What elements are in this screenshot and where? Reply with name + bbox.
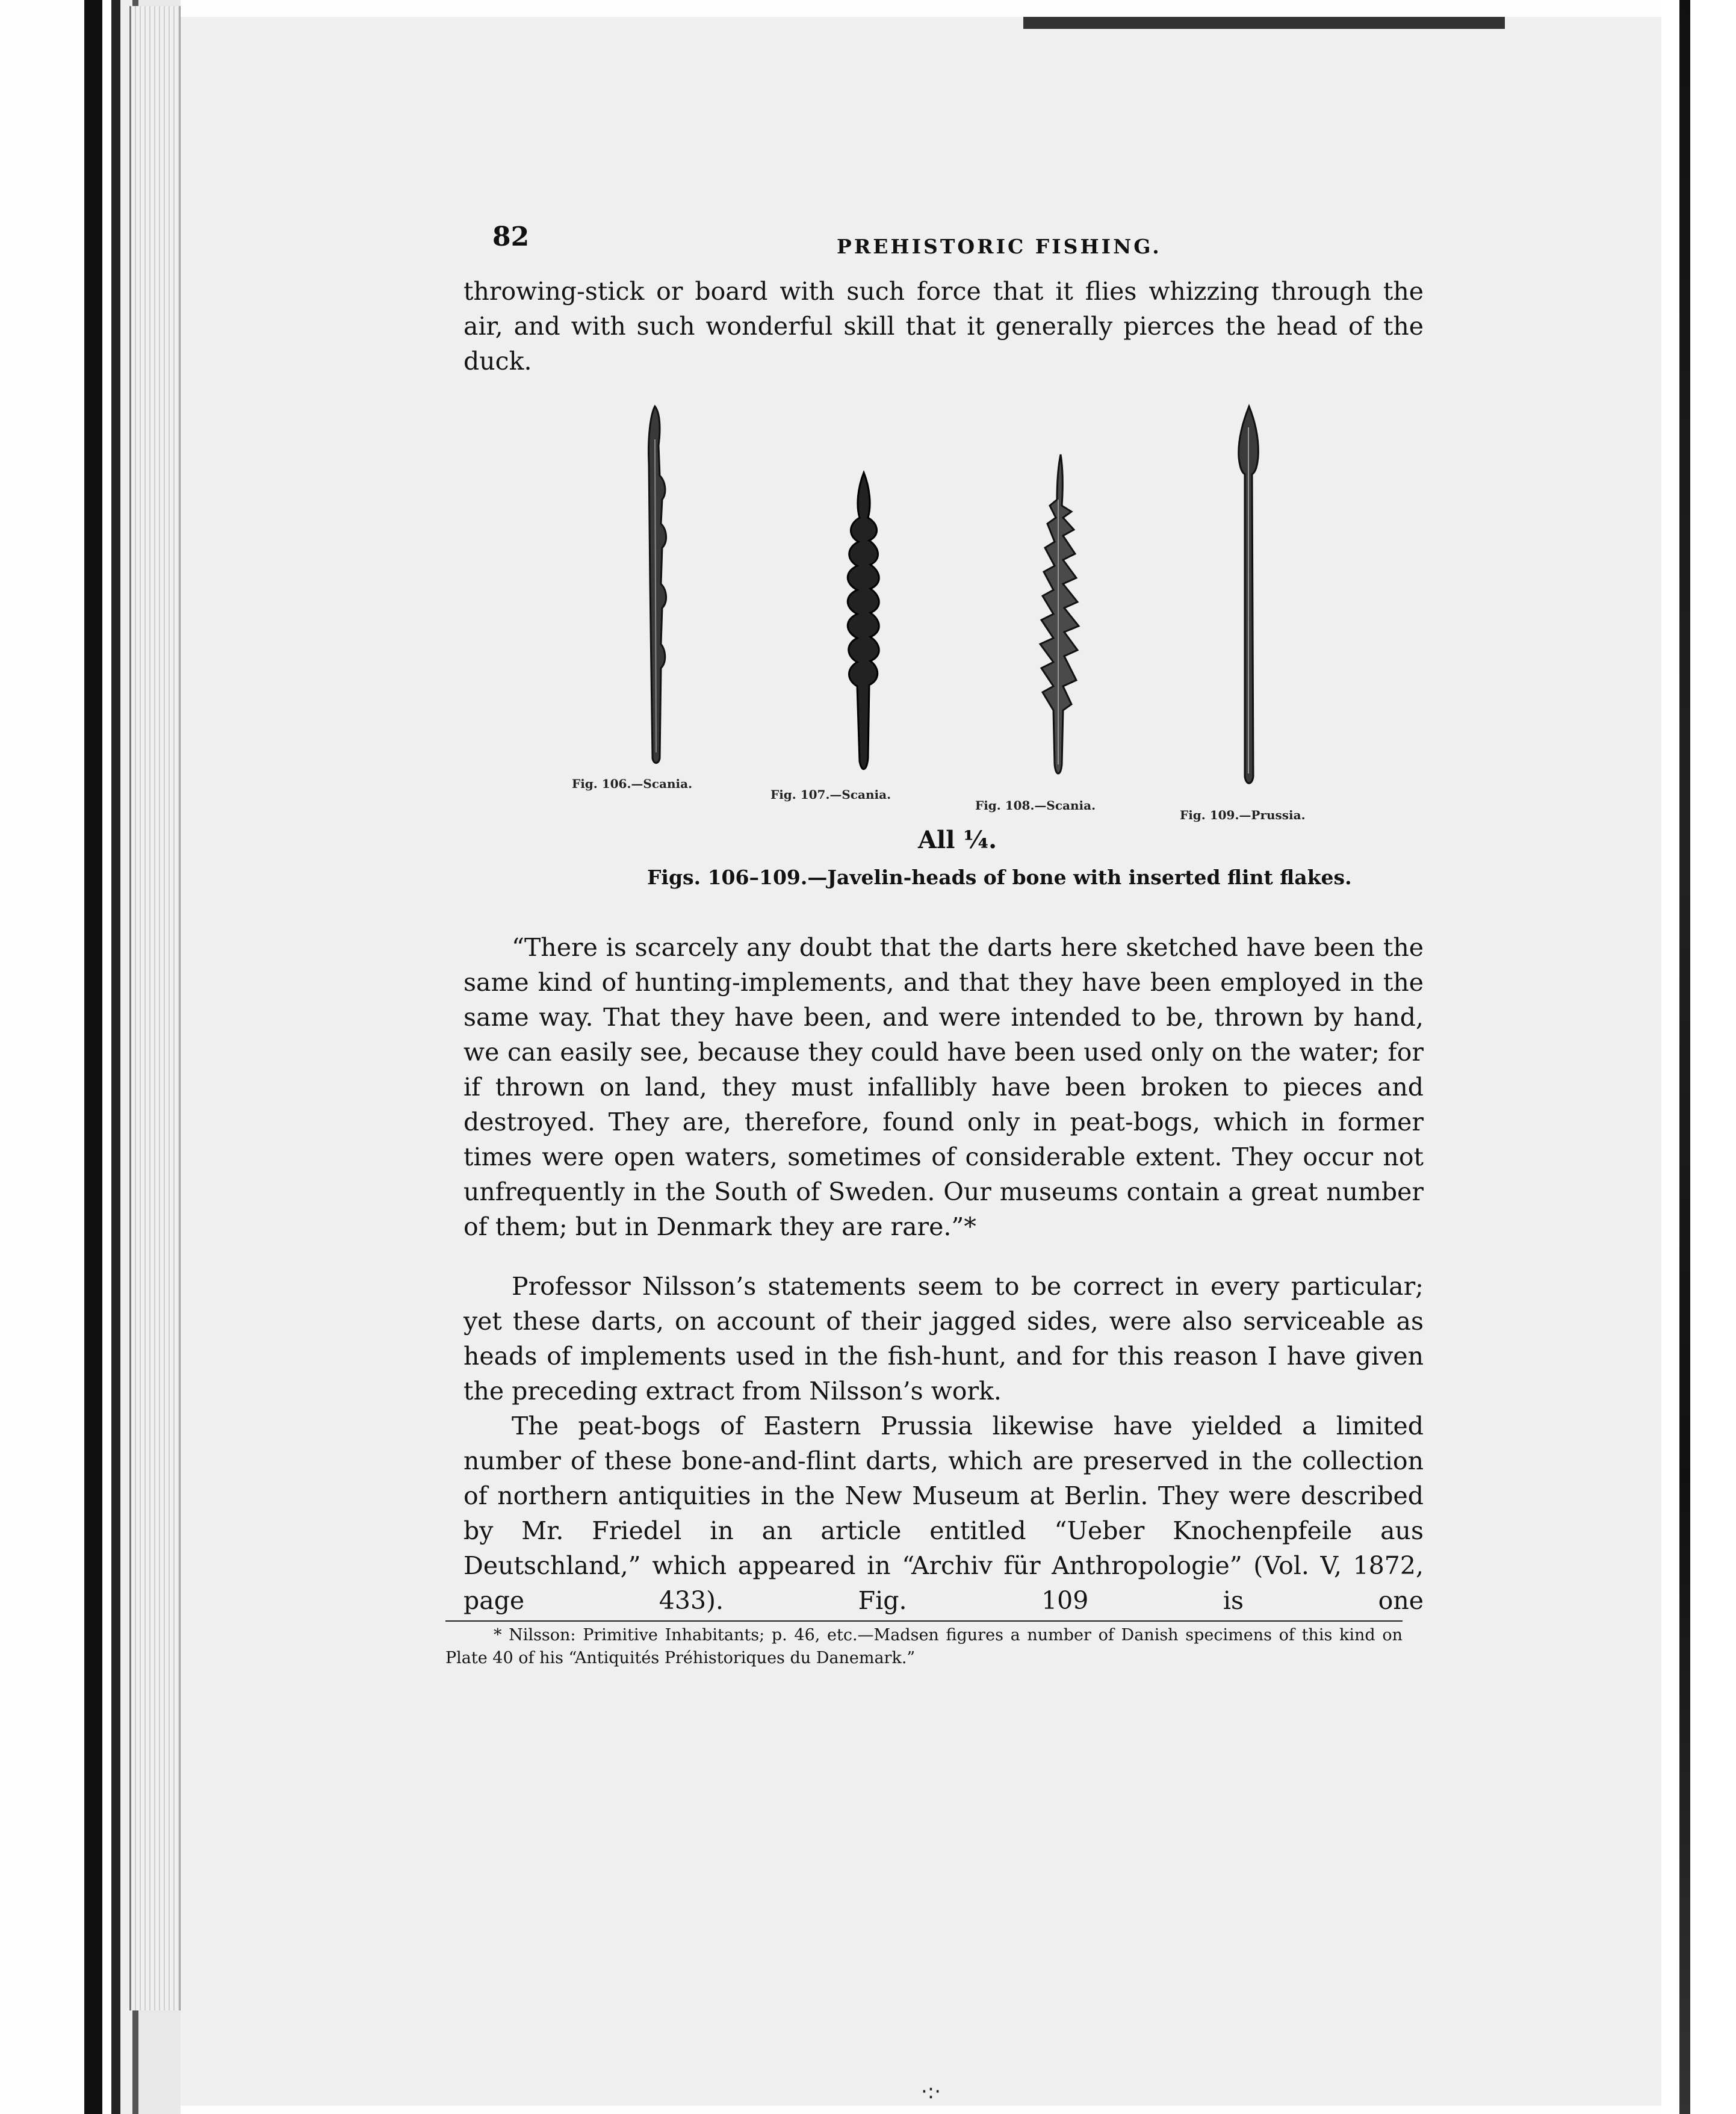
javelin-head-107-image [831, 470, 897, 776]
javelin-head-108-image [1023, 451, 1096, 783]
quote-paragraph-block [463, 930, 1424, 1244]
paragraph-2-block [463, 1269, 1424, 1409]
opening-paragraph-block [463, 274, 1424, 379]
figure-106-caption: Fig. 106.—Scania. [572, 776, 693, 791]
figure-javelin-heads [542, 385, 1397, 822]
javelin-head-106-image [632, 403, 680, 770]
scan-artifact-marks: ·:· [921, 2080, 941, 2104]
book-binding-right [1679, 0, 1690, 2114]
quote-paragraph: “There is scarcely any doubt that the darts here sketched have been the same kind of hunting-implements, and that they have been employed in the same way. That they have been, and were intended to be, thrown by hand, we can easily see, because they could have been used only on the water; for if thrown on land, they must infallibly have been broken to pieces and destroyed. They are, therefore, found only in peat-bogs, which in former times were open waters, sometimes of considerable extent. They occur not unfrequently in the South of Sweden. Our museums contain a great number of them; but in Denmark they are rare.”* [463, 933, 1424, 1241]
footnote-block [445, 1624, 1403, 1670]
paragraph-3: The peat-bogs of Eastern Prussia likewise have yielded a limited number of these bone-and-flint darts, which are preserved in the collection of northern antiquities in the New Museum at Berlin. They were described by Mr. Friedel in an article entitled “Ueber Knochenpfeile aus Deutschland,” which appeared in “Archiv für Anthropologie” (Vol. V, 1872, page 433). Fig. 109 is one [463, 1412, 1424, 1615]
opening-paragraph: throwing-stick or board with such force that it flies whizzing through the air, and with such wonderful skill that it generally pierces the head of the duck. [463, 277, 1424, 376]
footnote-rule [445, 1620, 1403, 1622]
figure-group-caption: Figs. 106–109.—Javelin-heads of bone with inserted flint flakes. [647, 866, 1352, 889]
javelin-head-109-image [1222, 403, 1276, 789]
figure-109-caption: Fig. 109.—Prussia. [1180, 808, 1306, 822]
page-number: 82 [492, 222, 530, 252]
paragraph-2: Professor Nilsson’s statements seem to be correct in every particular; yet these darts, on account of their jagged sides, were also serviceable as heads of implements used in the fish-hunt, and for this reason I have given the preceding extract from Nilsson’s work. [463, 1272, 1424, 1406]
running-title: PREHISTORIC FISHING. [837, 235, 1162, 258]
figure-107-caption: Fig. 107.—Scania. [770, 787, 891, 802]
figure-scale-label: All ¼. [918, 826, 997, 854]
page-edges-left [129, 6, 181, 2010]
top-edge-shadow [1023, 17, 1505, 29]
footnote-text: * Nilsson: Primitive Inhabitants; p. 46, etc.—Madsen figures a number of Danish specimens of this kind on Plate 40 of his “Antiquités Préhistoriques du Danemark.” [445, 1626, 1403, 1667]
figure-108-caption: Fig. 108.—Scania. [975, 798, 1096, 813]
right-margin [1661, 0, 1736, 2114]
paragraph-3-block [463, 1409, 1424, 1618]
